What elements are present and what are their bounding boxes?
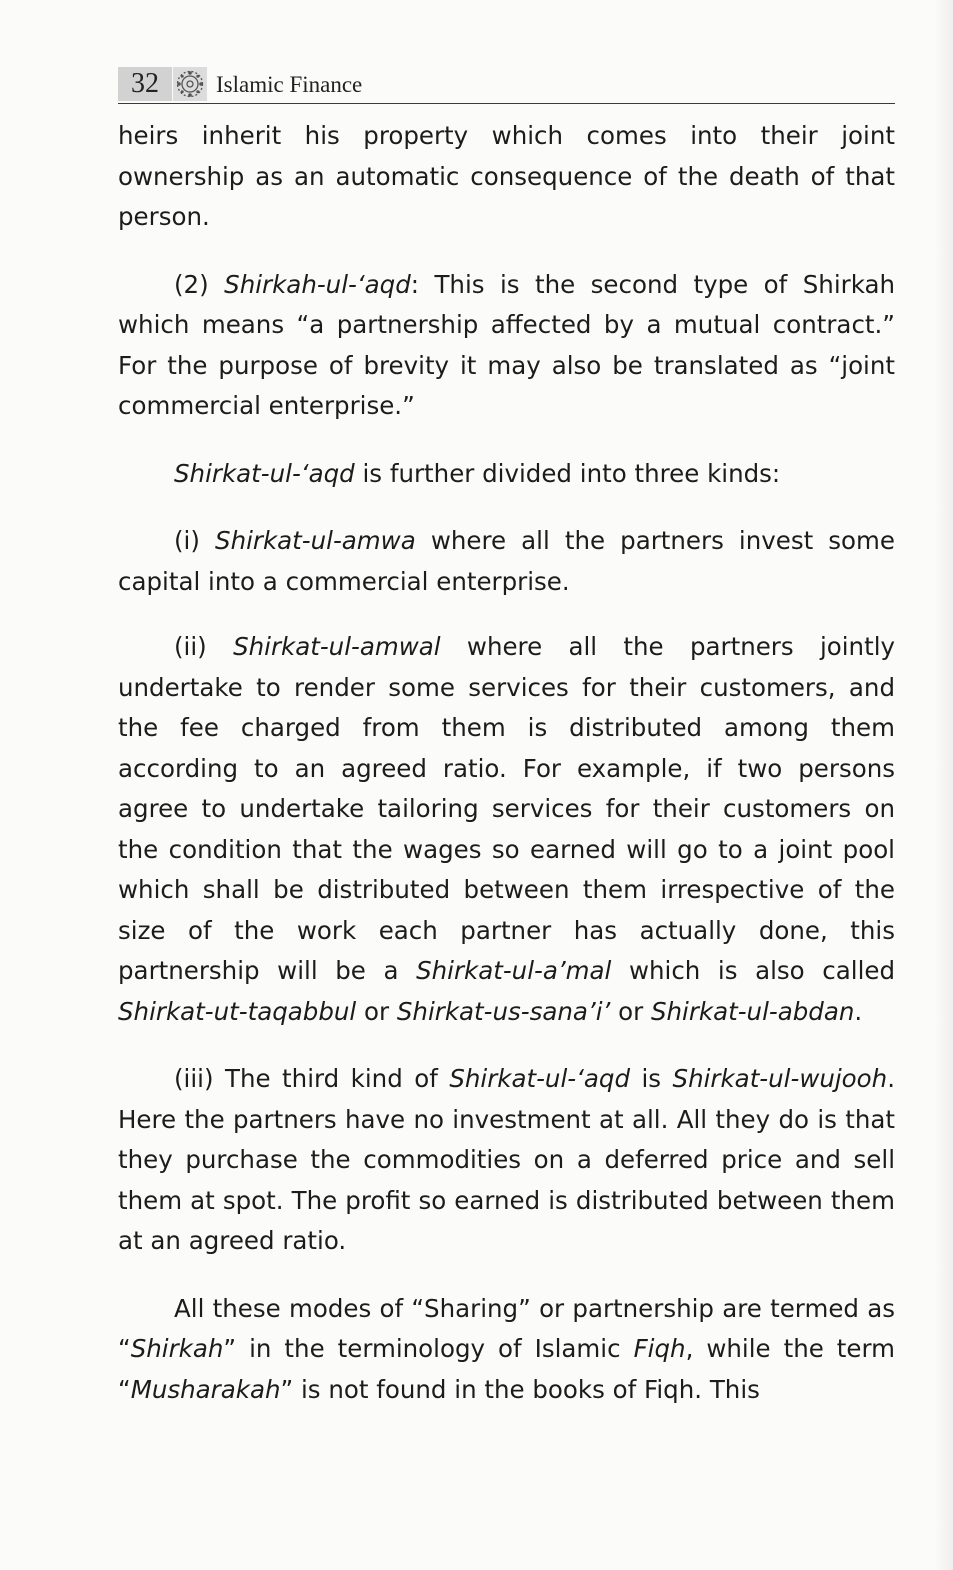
body-text (118, 116, 895, 1410)
paragraph-1: heirs inherit his property which comes into their joint ownership as an automatic consequence of the death of that person. (118, 121, 895, 231)
paragraph-6: (iii) The third kind of Shirkat-ul-‘aqd is Shirkat-ul-wujooh. Here the partners have no investment at all. All they do is that they purchase the commodities on a deferred price and sell them at spot. The profit so earned is distributed between them at an agreed ratio. (118, 1064, 895, 1255)
term: Fiqh (633, 1334, 686, 1363)
term: Shirkat-ul-wujooh (672, 1064, 888, 1093)
term: Musharakah (130, 1374, 281, 1404)
paragraph-2: (2) Shirkah-ul-‘aqd: This is the second type of Shirkah which means “a partnership affected by a mutual contract.” For the purpose of brevity it may also be translated as “joint commercial enterprise.” (118, 269, 895, 420)
term: Shirkat-ul-‘aqd (174, 458, 355, 488)
term: Shirkat-ul-abdan (650, 996, 855, 1026)
running-header (118, 67, 895, 104)
page-edge-shadow (935, 0, 953, 1570)
term: Shirkah-ul-‘aqd (224, 269, 411, 299)
term: Shirkat-ul-a’mal (416, 956, 612, 985)
term: Shirkat-us-sana’i’ (396, 996, 611, 1026)
paragraph-3: Shirkat-ul-‘aqd is further divided into three kinds: (174, 458, 781, 488)
page-number: 32 (118, 67, 172, 101)
term: Shirkat-ul-amwa (215, 526, 416, 555)
term: Shirkat-ul-‘aqd (449, 1064, 630, 1093)
paragraph-7: All these modes of “Sharing” or partnership are termed as “Shirkah” in the terminology of Islamic Fiqh, while the term “Musharakah” is not found in the books of Fiqh. This (118, 1293, 895, 1404)
floral-ornament-icon (173, 67, 207, 101)
paragraph-5: (ii) Shirkat-ul-amwal where all the partners jointly undertake to render some services for their customers, and the fee charged from them is distributed among them according to an agreed ratio. For example, if two persons agree to undertake tailoring services for their customers on the condition that the wages so earned will go to a joint pool which shall be distributed between them irrespective of the size of the work each partner has actually done, this partnership will be a Shirkat-ul-a’mal which is also called Shirkat-ut-taqabbul or Shirkat-us-sana’i’ or Shirkat-ul-abdan. (118, 632, 895, 1026)
term: Shirkat-ul-amwal (233, 632, 441, 661)
term: Shirkat-ut-taqabbul (118, 996, 357, 1026)
paragraph-4: (i) Shirkat-ul-amwa where all the partners invest some capital into a commercial enterprise. (118, 526, 895, 596)
book-title: Islamic Finance (216, 72, 363, 97)
term: Shirkah (130, 1334, 224, 1363)
